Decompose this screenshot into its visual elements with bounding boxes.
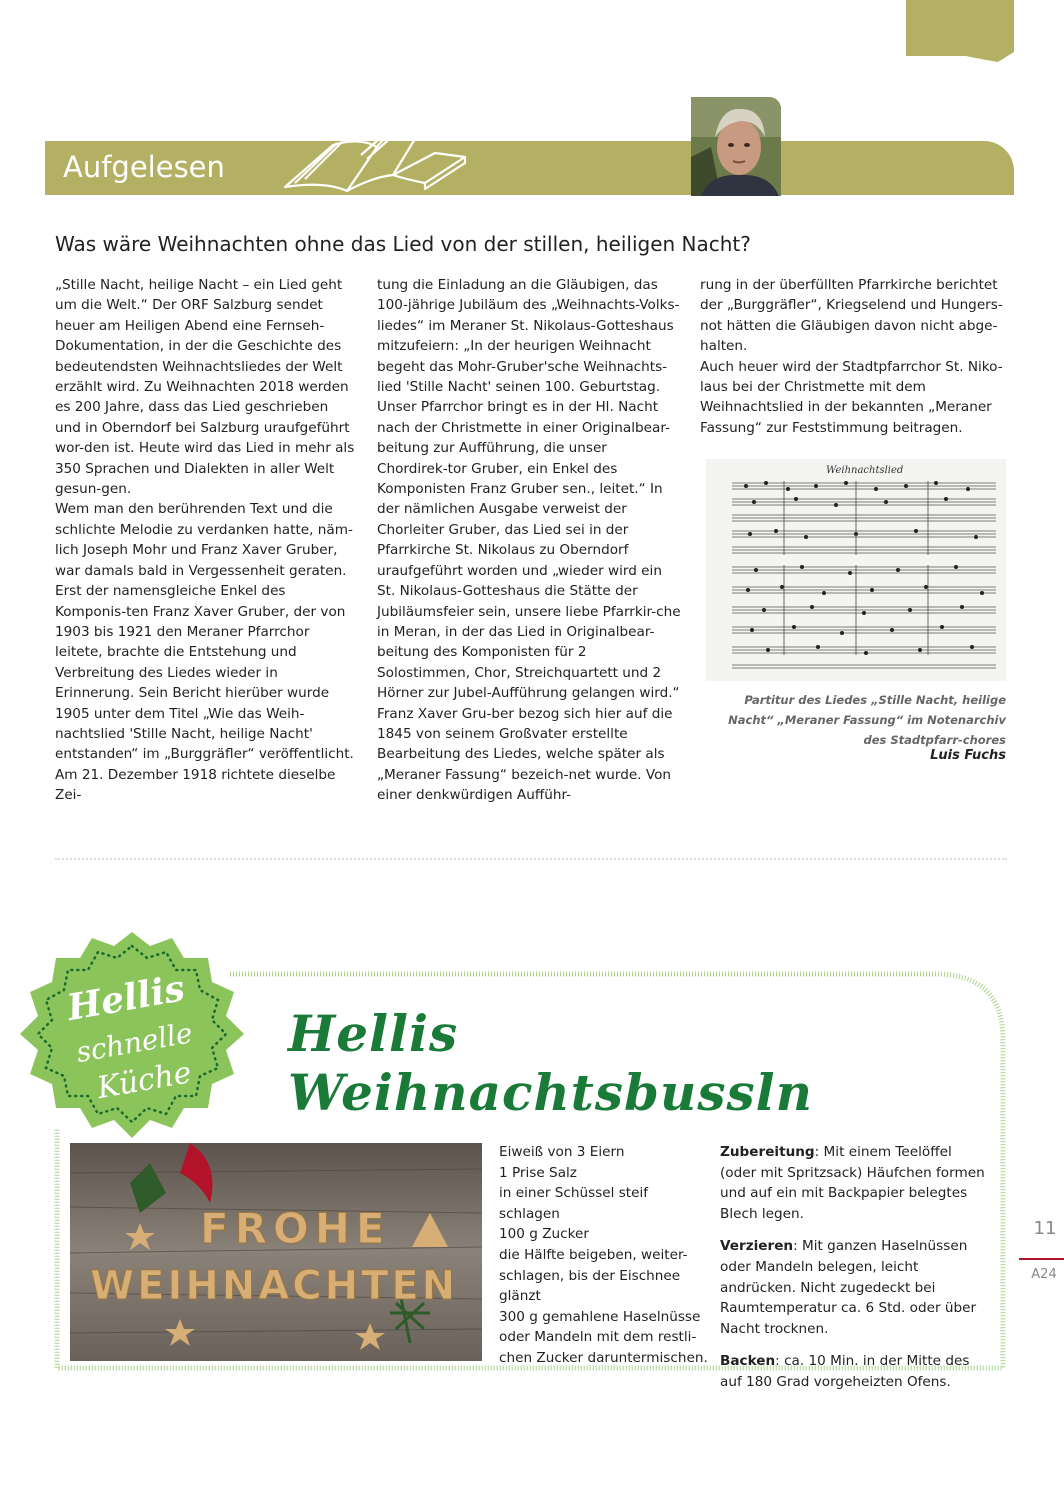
- section-divider: [55, 858, 1007, 860]
- step-text: : ca. 10 Min. in der Mitte des auf 180 Grad vorgeheizten Ofens.: [720, 1353, 970, 1390]
- recipe-steps: [720, 1142, 990, 1405]
- paragraph: rung in der überfüllten Pfarrkirche berichtet der „Burggräfler“, Kriegselend und Hungers-not hätten die Gläubigen davon nicht abge-halten.: [700, 277, 1003, 355]
- step-label: Zubereitung: [720, 1144, 815, 1160]
- seal-line-1: Hellis: [64, 967, 188, 1030]
- ingredient-line: 300 g gemahlene Haselnüsse oder Mandeln mit dem restli-chen Zucker daruntermischen.: [499, 1308, 708, 1366]
- seal-line-2: schnelle: [73, 1016, 195, 1070]
- article-column-2: [377, 275, 681, 806]
- article-headline: Was wäre Weihnachten ohne das Lied von der stillen, heiligen Nacht?: [55, 232, 751, 256]
- paragraph: Wem man den berührenden Text und die schlichte Melodie zu verdanken hatte, näm-lich Joseph Mohr und Franz Xaver Gruber, war damals bald in Vergessenheit geraten. Erst der namensgleiche Enkel des Komponis-ten Franz Xaver Gruber, der von 1903 bis 1921 den Meraner Pfarrchor leitete, brachte die Entstehung und Verbreitung des Liedes wieder in Erinnerung. Sein Bericht hierüber wurde 1905 unter dem Titel „Wie das Weih-nachtslied 'Stille Nacht, heilige Nacht' entstanden“ im „Burggräfler“ veröffentlicht. Am 21. Dezember 1918 richtete dieselbe Zei-: [55, 501, 354, 804]
- recipe-title: Hellis Weihnachtsbussln: [288, 1004, 813, 1122]
- ingredient-line: 1 Prise Salz: [499, 1164, 577, 1181]
- article-author: Luis Fuchs: [930, 748, 1006, 763]
- page-code: A24: [1031, 1267, 1057, 1282]
- photo-text-2: WEIHNACHTEN: [90, 1263, 459, 1309]
- page-rule: [1019, 1258, 1064, 1260]
- corner-tab: [906, 0, 1014, 64]
- step: [720, 1142, 990, 1224]
- step: [720, 1351, 990, 1392]
- paragraph: tung die Einladung an die Gläubigen, das 100-jährige Jubiläum des „Weihnachts-Volks-liedes“ im Meraner St. Nikolaus-Gotteshaus mitzufeiern: „In der heurigen Weihnacht begeht das Mohr-Gruber'sche Weihnachts-lied 'Stille Nacht' seinen 100. Geburtstag. Unser Pfarrchor bringt es in der Hl. Nacht nach der Christmette in einer Originalbear-beitung zur Aufführung, die unser Chordirek-tor Gruber, ein Enkel des Komponisten Franz Gruber sen., leitet.“ In der nämlichen Ausgabe verweist der Chorleiter Gruber, das Lied sei in der Pfarrkirche St. Nikolaus zu Oberndorf uraufgeführt worden und „wieder wird ein St. Nikolaus-Gotteshaus die Stätte der Jubiläumsfeier sein, unsere liebe Pfarrkir-che in Meran, in der das Lied in Originalbear-beitung des Komponisten für 2 Solostimmen, Chor, Streichquartett und 2 Hörner zur Jubel-Aufführung gelangen wird.“ Franz Xaver Gru-ber bezog sich hier auf die 1845 von seinem Großvater erstellte Bearbeitung des Liedes, welche später als „Meraner Fassung“ bezeich-net wurde. Von einer denkwürdigen Aufführ-: [377, 277, 681, 804]
- paragraph: „Stille Nacht, heilige Nacht – ein Lied geht um die Welt.“ Der ORF Salzburg sendet heuer am Heiligen Abend eine Fernseh-Dokumentation, in der die Geschichte des bedeutendsten Weihnachtsliedes der Welt erzählt wird. Zu Weihnachten 2018 werden es 200 Jahre, dass das Lied geschrieben und in Oberndorf bei Salzburg uraufgeführt wor-den ist. Heute wird das Lied in mehr als 350 Sprachen und Dialekten in aller Welt gesun-gen.: [55, 277, 355, 498]
- seal-line-3: Küche: [94, 1055, 195, 1107]
- cookie-photo: [70, 1143, 482, 1361]
- section-title: Aufgelesen: [63, 150, 225, 184]
- ingredient-line: Eiweiß von 3 Eiern: [499, 1144, 625, 1160]
- paragraph: Auch heuer wird der Stadtpfarrchor St. Niko-laus bei der Christmette mit dem Weihnachtslied in der bekannten „Meraner Fassung“ zur Feststimmung beitragen.: [700, 358, 1003, 436]
- step-label: Verzieren: [720, 1238, 794, 1255]
- author-portrait: [691, 97, 781, 196]
- open-book-icon: [275, 113, 475, 195]
- score-heading: Weihnachtslied: [826, 465, 904, 476]
- step-text: : Mit einem Teelöffel (oder mit Spritzsack) Häufchen formen und auf ein mit Backpapier belegtes Blech legen.: [720, 1144, 985, 1222]
- ingredients-list: [499, 1142, 709, 1369]
- ingredient-line: in einer Schüssel steif schlagen: [499, 1185, 649, 1222]
- page-number: 11: [1033, 1218, 1057, 1239]
- image-caption: Partitur des Liedes „Stille Nacht, heilige Nacht“ „Meraner Fassung“ im Notenarchiv des Stadtpfarr-chores: [728, 693, 1006, 747]
- section-banner: [45, 141, 1014, 195]
- article-column-3: [700, 275, 1004, 438]
- ingredient-line: 100 g Zucker: [499, 1226, 589, 1243]
- article-column-1: [55, 275, 357, 806]
- recipe-seal-badge: [12, 928, 252, 1148]
- step-label: Backen: [720, 1353, 776, 1370]
- sheet-music-drawing: [706, 459, 1006, 681]
- music-score-image: [706, 459, 1006, 681]
- step-text: : Mit ganzen Haselnüssen oder Mandeln belegen, leicht andrücken. Nicht zugedeckt bei Raumtemperatur ca. 6 Std. oder über Nacht trocknen.: [720, 1238, 977, 1337]
- ingredient-line: die Hälfte beigeben, weiter-schlagen, bis der Eischnee glänzt: [499, 1246, 688, 1305]
- photo-text-1: FROHE: [200, 1204, 391, 1253]
- step: [720, 1236, 990, 1339]
